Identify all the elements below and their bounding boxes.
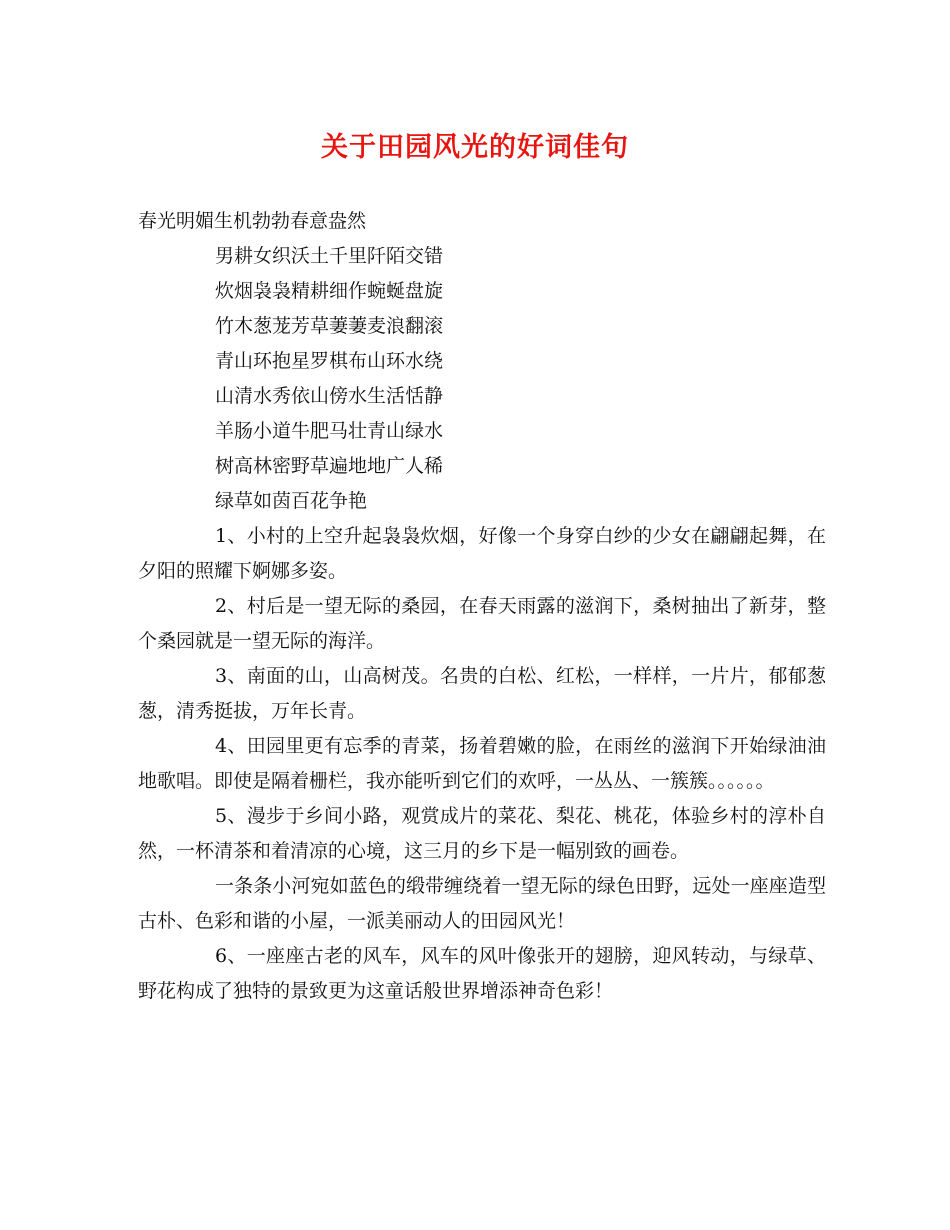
paragraph-4: 4、田园里更有忘季的青菜，扬着碧嫩的脸，在雨丝的滋润下开始绿油油地歌唱。即使是隔着栅栏，我亦能听到它们的欢呼，一丛丛、一簇簇。。。。。。 <box>138 735 826 792</box>
document-body <box>138 204 826 1009</box>
paragraph-5: 5、漫步于乡间小路，观赏成片的菜花、梨花、桃花，体验乡村的淳朴自然，一杯清茶和着清凉的心境，这三月的乡下是一幅别致的画卷。 <box>138 805 826 862</box>
paragraph-6: 6、一座座古老的风车，风车的风叶像张开的翅膀，迎风转动，与绿草、野花构成了独特的景致更为这童话般世界增添神奇色彩！ <box>138 945 826 1002</box>
paragraph-river: 一条条小河宛如蓝色的缎带缠绕着一望无际的绿色田野，远处一座座造型古朴、色彩和谐的小屋，一派美丽动人的田园风光！ <box>138 875 826 932</box>
phrase-line: 树高林密野草遍地地广人稀 <box>215 455 444 477</box>
phrase-line: 男耕女织沃土千里阡陌交错 <box>215 245 444 267</box>
phrase-line: 青山环抱星罗棋布山环水绕 <box>215 350 444 372</box>
paragraph-2: 2、村后是一望无际的桑园，在春天雨露的滋润下，桑树抽出了新芽，整个桑园就是一望无际的海洋。 <box>138 595 826 652</box>
phrase-line: 绿草如茵百花争艳 <box>215 490 368 512</box>
phrase-line: 竹木葱茏芳草萋萋麦浪翻滚 <box>215 315 444 337</box>
phrase-line: 山清水秀依山傍水生活恬静 <box>215 385 444 407</box>
phrase-heading: 春光明媚生机勃勃春意盎然 <box>138 210 367 232</box>
paragraph-1: 1、小村的上空升起袅袅炊烟，好像一个身穿白纱的少女在翩翩起舞，在夕阳的照耀下婀娜多姿。 <box>138 525 826 582</box>
paragraph-3: 3、南面的山，山高树茂。名贵的白松、红松，一样样，一片片，郁郁葱葱，清秀挺拔，万年长青。 <box>138 665 826 722</box>
phrase-line: 炊烟袅袅精耕细作蜿蜒盘旋 <box>215 280 444 302</box>
document-title: 关于田园风光的好词佳句 <box>321 132 629 163</box>
phrase-line: 羊肠小道牛肥马壮青山绿水 <box>215 420 444 442</box>
